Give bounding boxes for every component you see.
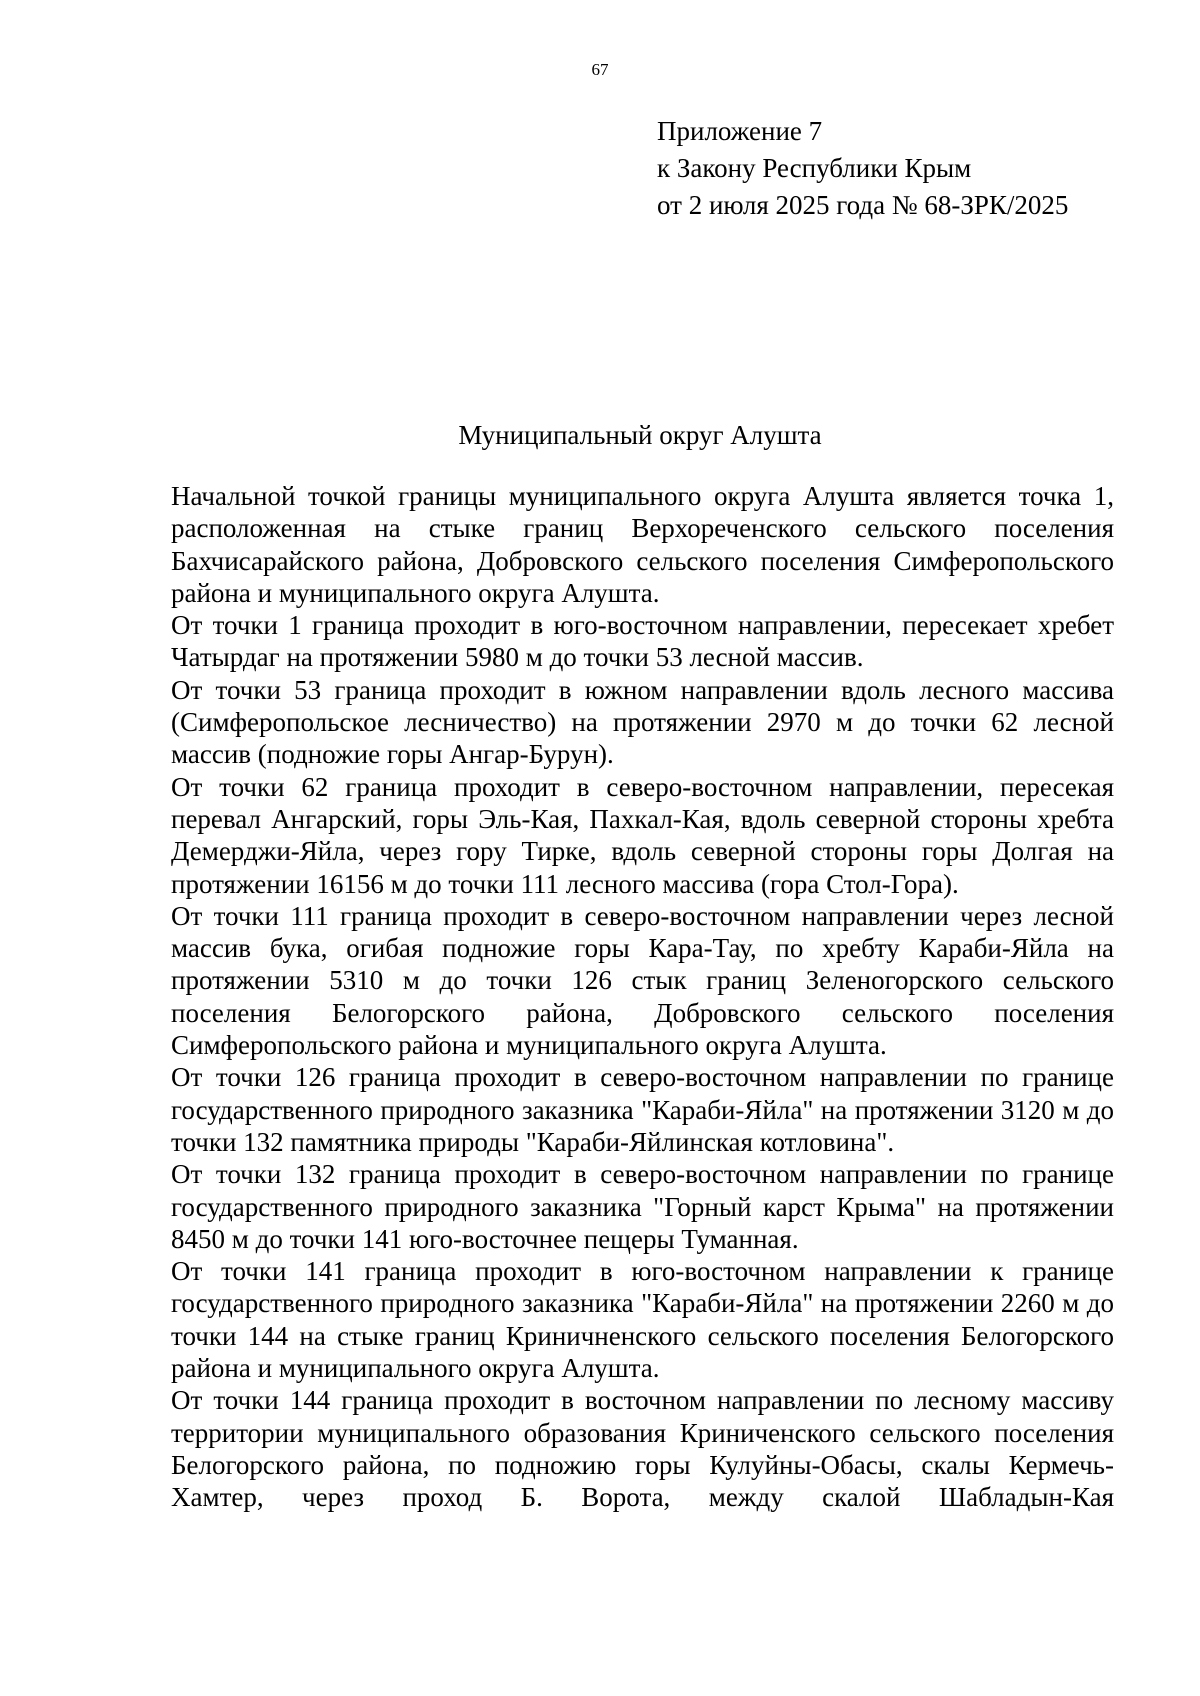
appendix-line-3: от 2 июля 2025 года № 68-ЗРК/2025 xyxy=(657,190,1069,220)
paragraph-2: От точки 1 граница проходит в юго-восточном направлении, пересекает хребет Чатырдаг на протяжении 5980 м до точки 53 лесной массив. xyxy=(171,610,1114,673)
appendix-header xyxy=(657,113,1068,224)
paragraph-4: От точки 62 граница проходит в северо-восточном направлении, пересекая перевал Ангарский, горы Эль-Кая, Пахкал-Кая, вдоль северной стороны хребта Демерджи-Яйла, через гору Тирке, вдоль северной стороны горы Долгая на протяжении 16156 м до точки 111 лесного массива (гора Стол-Гора). xyxy=(171,771,1114,899)
document-body xyxy=(171,480,1114,1514)
paragraph-7: От точки 132 граница проходит в северо-восточном направлении по границе государственного природного заказника "Горный карст Крыма" на протяжении 8450 м до точки 141 юго-восточнее пещеры Туманная. xyxy=(171,1159,1114,1254)
paragraph-9: От точки 144 граница проходит в восточном направлении по лесному массиву территории муниципального образования Криниченского сельского поселения Белогорского района, по подножию горы Кулуйны-Обасы, скалы Кермечь-Хамтер, через проход Б. Ворота, между скалой Шабладын-Кая xyxy=(171,1385,1114,1513)
appendix-line-1: Приложение 7 xyxy=(657,116,823,146)
appendix-line-2: к Закону Республики Крым xyxy=(657,153,972,183)
paragraph-3: От точки 53 граница проходит в южном направлении вдоль лесного массива (Симферопольское лесничество) на протяжении 2970 м до точки 62 лесной массив (подножие горы Ангар-Бурун). xyxy=(171,674,1114,770)
document-title: Муниципальный округ Алушта xyxy=(458,420,822,450)
page-number: 67 xyxy=(591,60,609,79)
paragraph-5: От точки 111 граница проходит в северо-восточном направлении через лесной массив бука, огибая подножие горы Кара-Тау, по хребту Караби-Яйла на протяжении 5310 м до точки 126 стык границ Зеленогорского сельского поселения Белогорского района, Добровского сельского поселения Симферопольского района и муниципального округа Алушта. xyxy=(171,900,1114,1061)
paragraph-8: От точки 141 граница проходит в юго-восточном направлении к границе государственного природного заказника "Караби-Яйла" на протяжении 2260 м до точки 144 на стыке границ Криничненского сельского поселения Белогорского района и муниципального округа Алушта. xyxy=(171,1256,1114,1384)
paragraph-1: Начальной точкой границы муниципального округа Алушта является точка 1, расположенная на стыке границ Верхореченского сельского поселения Бахчисарайского района, Добровского сельского поселения Симферопольского района и муниципального округа Алушта. xyxy=(171,481,1114,608)
paragraph-6: От точки 126 граница проходит в северо-восточном направлении по границе государственного природного заказника "Караби-Яйла" на протяжении 3120 м до точки 132 памятника природы "Караби-Яйлинская котловина". xyxy=(171,1062,1114,1157)
